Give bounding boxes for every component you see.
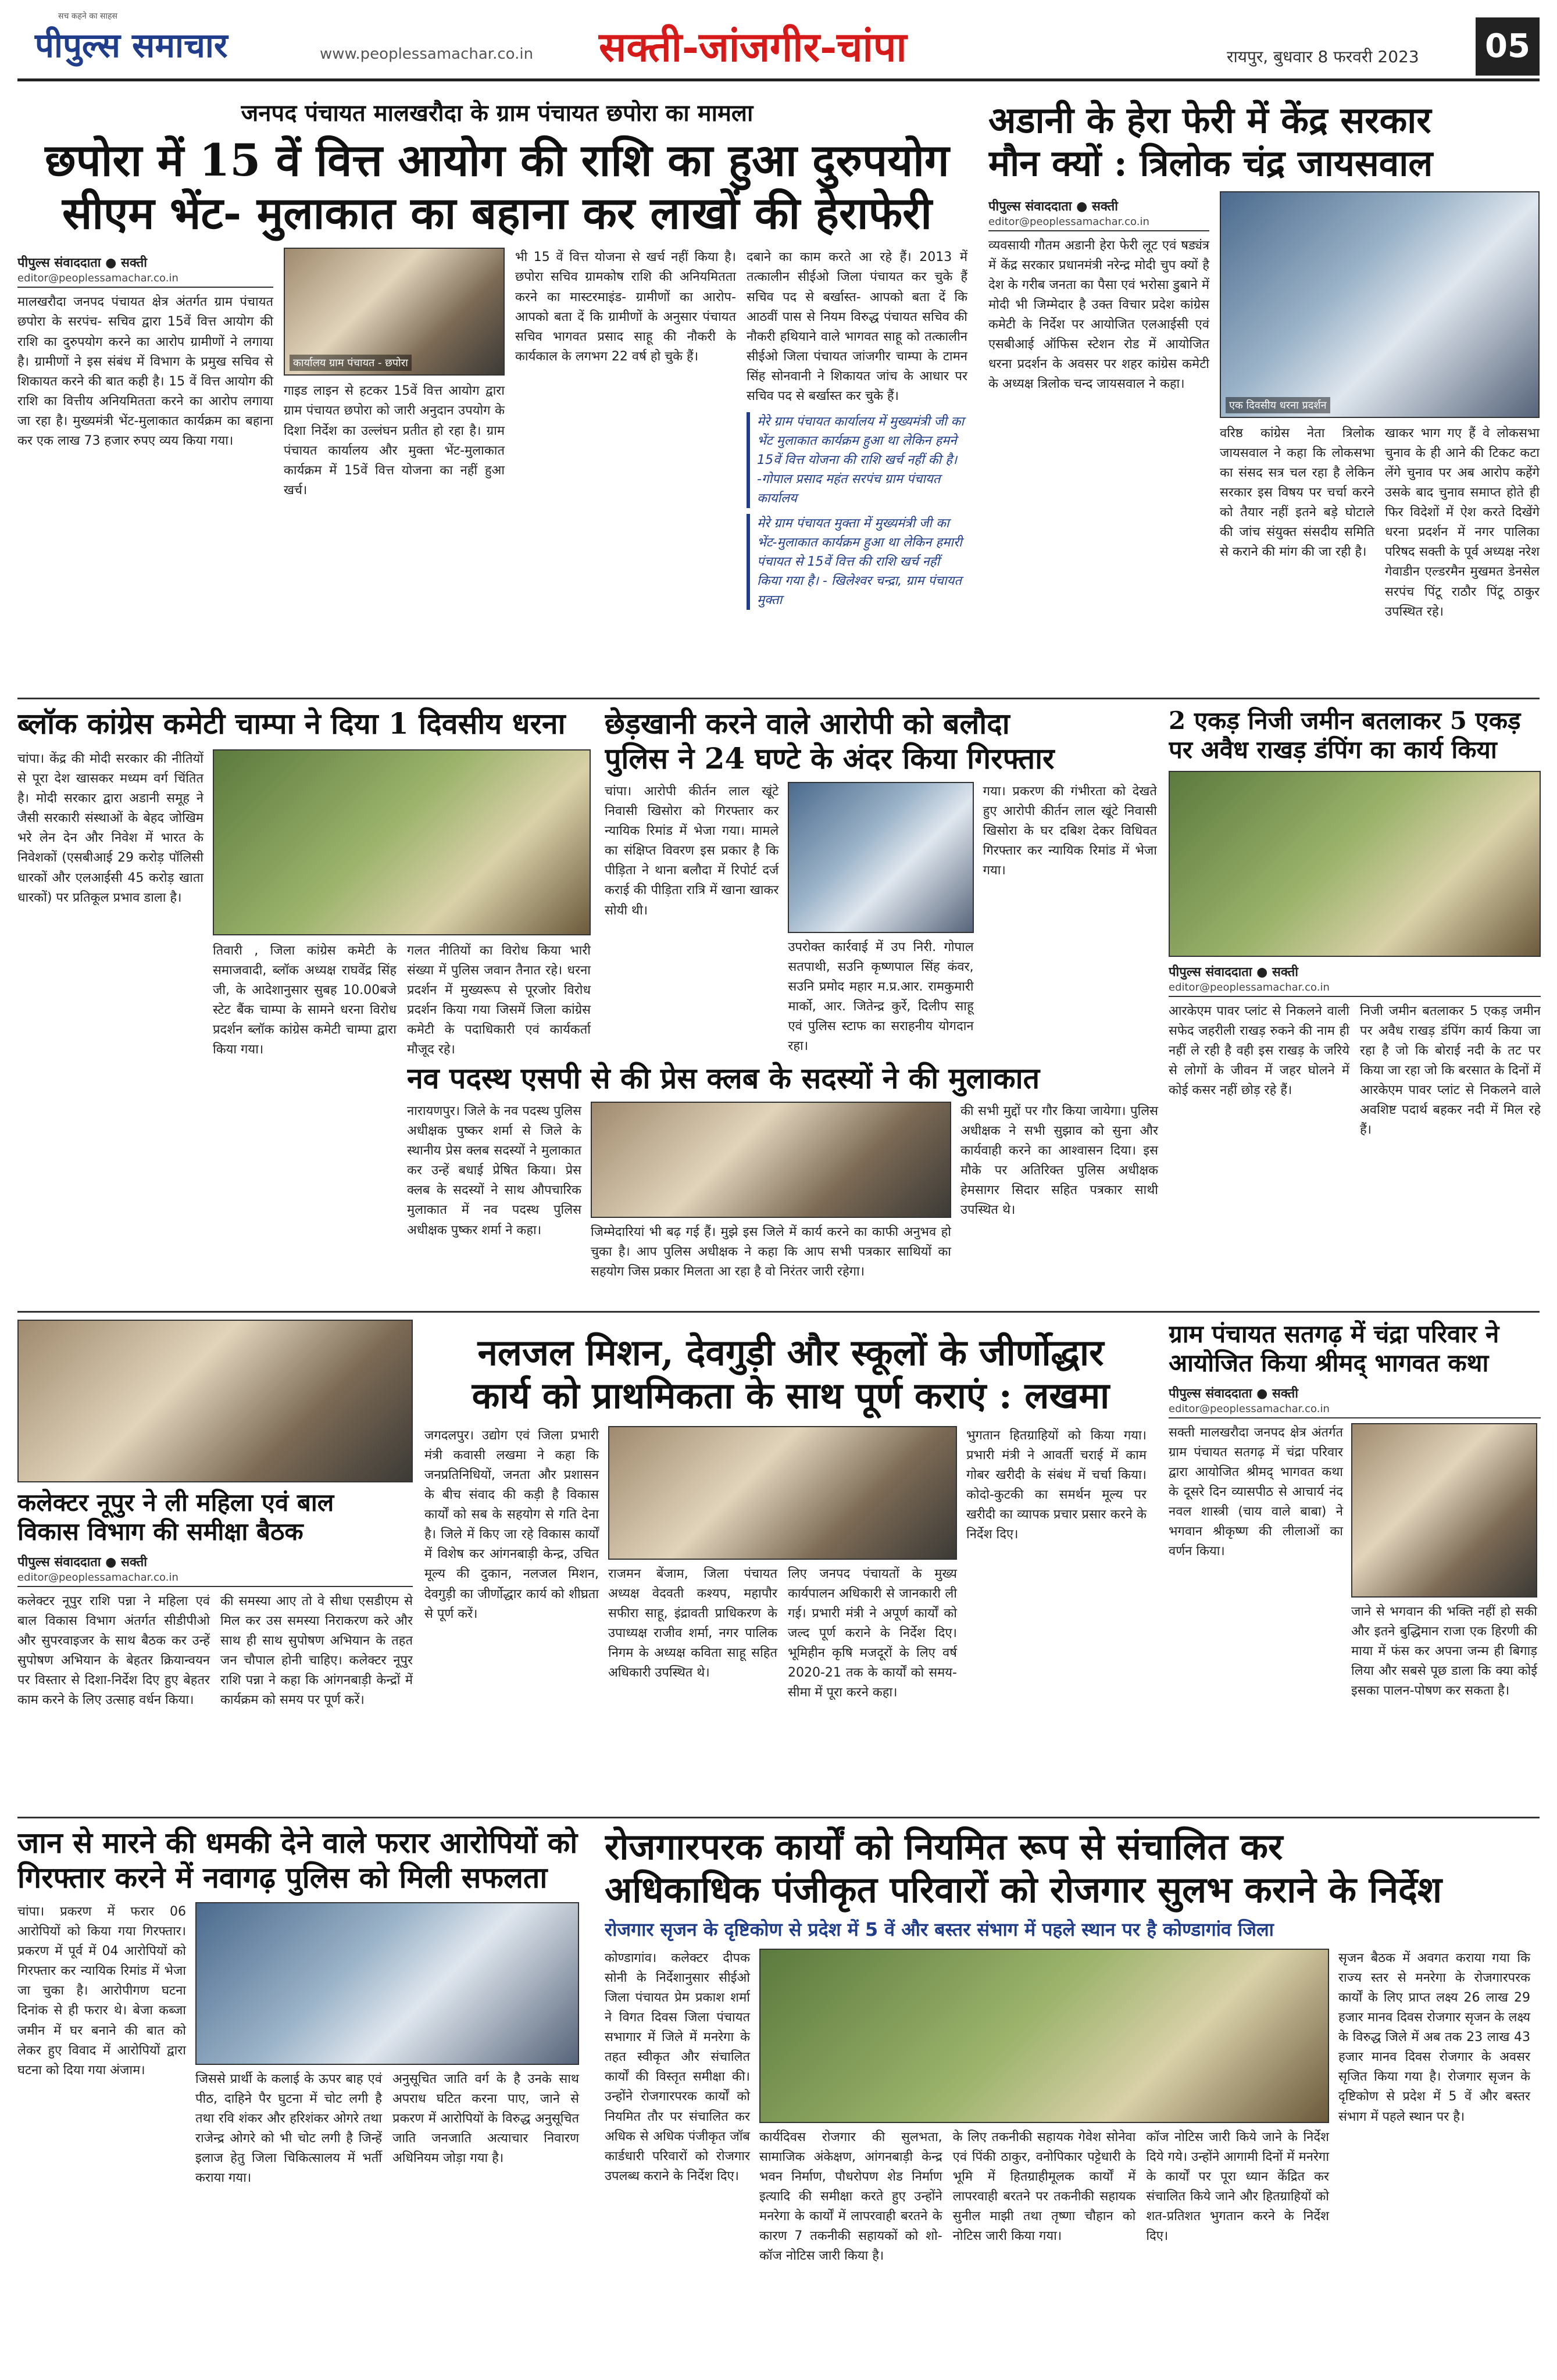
pull-quote: मेरे ग्राम पंचायत मुक्ता में मुख्यमंत्री जी का भेंट-मुलाकात कार्यक्रम हुआ था लेकिन हमारी पंचायत से 15वें वित्त की राशि खर्च नहीं किया गया है। - खिलेश्वर चन्द्रा, ग्राम पंचायत मुक्ता xyxy=(747,514,967,610)
dateline: रायपुर, बुधवार 8 फरवरी 2023 xyxy=(1227,47,1419,66)
story-subheadline: विकास विभाग की समीक्षा बैठक xyxy=(17,1517,303,1546)
story-headline[interactable]: छेड़खानी करने वाले आरोपी को बलौदा xyxy=(605,706,1010,741)
story-subhead: रोजगार सृजन के दृष्टिकोण से प्रदेश में 5 वें और बस्तर संभाग में पहले स्थान पर है कोण्डागांव जिला xyxy=(605,1918,1274,1941)
story-photo xyxy=(759,1949,1329,2123)
story-text: की समस्या आए तो वे सीधा एसडीएम से मिल कर उस समस्या निराकरण करे और साथ ही साथ सुपोषण अभियान के तहत जन चौपाल होनी चाहिए। कलेक्टर नूपुर राशि पन्ना ने कहा कि आंगनबाड़ी केन्द्रों में कार्यक्रम को समय पर पूर्ण करें। xyxy=(220,1593,413,1708)
story-headline[interactable]: नलजल मिशन, देवगुड़ी और स्कूलों के जीर्णोद्धार xyxy=(477,1331,1104,1374)
byline-email[interactable]: editor@peoplessamachar.co.in xyxy=(988,216,1209,231)
story-subheadline: मौन क्यों : त्रिलोक चंद्र जायसवाल xyxy=(988,142,1433,185)
story-text: जाने से भगवान की भक्ति नहीं हो सकी और इतने बुद्धिमान राजा एक हिरणी की माया में फंस कर अपना जन्म ही बिगाड़ लिया और सबसे पूछ डाला कि क्या कोई इसका पालन-पोषण कर सकता है। xyxy=(1351,1604,1537,1699)
masthead xyxy=(17,12,1540,81)
story-subheadline: आयोजित किया श्रीमद् भागवत कथा xyxy=(1169,1349,1489,1378)
story-headline[interactable]: रोजगारपरक कार्यों को नियमित रूप से संचालित कर xyxy=(605,1825,1283,1868)
story-text: अनुसूचित जाति वर्ग के है उनके साथ अपराध घटित करना पाए, जाने से प्रकरण में आरोपियों के विरुद्ध अनुसूचित जाति जनजाति अत्याचार निवारण अधिनियम जोड़ा गया है। xyxy=(392,2072,579,2166)
byline-email[interactable]: editor@peoplessamachar.co.in xyxy=(1169,981,1541,997)
story-text: कोण्डागांव। कलेक्टर दीपक सोनी के निर्देशानुसार सीईओ जिला पंचायत प्रेम प्रकाश शर्मा ने विगत दिवस जिला पंचायत सभागार में जिले में मनरेगा के तहत स्वीकृत और संचालित कार्यों की विस्तृत समीक्षा की। उन्होंने रोजगारपरक कार्यों को नियमित तौर पर संचालित कर अधिक से अधिक पंजीकृत जॉब कार्डधारी परिवारों को रोजगार उपलब्ध कराने के निर्देश दिए। xyxy=(605,1950,750,2184)
story-headline[interactable]: ग्राम पंचायत सतगढ़ में चंद्रा परिवार ने xyxy=(1169,1320,1499,1348)
story-photo xyxy=(17,1320,413,1482)
story-ash-dumping xyxy=(1169,706,1541,1305)
story-baloda-arrest xyxy=(605,706,1157,1055)
story-text: निजी जमीन बतलाकर 5 एकड़ जमीन पर अवैध राखड़ डंपिंग कार्य किया जा रहा है जो कि बोराई नदी के तट पर किया जा रहा जो कि बरसात के दिनों में आरकेएम पावर प्लांट से निकलने वाले अवशिष्ट पदार्थ बहकर नदी में मिल रहे हैं। xyxy=(1360,1003,1541,1138)
story-headline[interactable]: छपोरा में 15 वें वित्त आयोग की राशि का हुआ दुरुपयोग xyxy=(45,134,949,186)
story-photo xyxy=(1169,771,1541,957)
story-headline[interactable]: 2 एकड़ निजी जमीन बतलाकर 5 एकड़ xyxy=(1169,706,1521,735)
story-text: वरिष्ठ कांग्रेस नेता त्रिलोक जायसवाल ने कहा कि लोकसभा का संसद सत्र चल रहा है लेकिन सरकार इस विषय पर चर्चा करने को तैयार नहीं इतने बड़े घोटाले की जांच संयुक्त संसदीय समिति से कराने की मांग की जा रही है। xyxy=(1220,426,1374,560)
story-text: की सभी मुद्दों पर गौर किया जायेगा। पुलिस अधीक्षक ने सभी सुझाव को सुना और कार्यवाही करने का आश्वासन दिया। इस मौके पर अतिरिक्त पुलिस अधीक्षक हेमसागर सिदार सहित पत्रकार साथी उपस्थित थे। xyxy=(960,1104,1158,1218)
story-subheadline: गिरफ्तार करने में नवागढ़ पुलिस को मिली सफलता xyxy=(17,1860,548,1895)
story-photo xyxy=(213,749,591,935)
newspaper-brand xyxy=(35,12,228,67)
story-text: जिससे प्रार्थी के कलाई के ऊपर बाह एवं पीठ, दाहिने पैर घुटना में चोट लगी है तथा रवि शंकर और हरिशंकर ओगरे तथा राजेन्द्र ओगरे को भी चोट लगी है जिन्हें इलाज हेतु जिला चिकित्सालय में भर्ती कराया गया। xyxy=(195,2072,382,2186)
story-text: सक्ती मालखरौदा जनपद क्षेत्र अंतर्गत ग्राम पंचायत सतगढ़ में चंद्रा परिवार द्वारा आयोजित श्रीमद् भागवत कथा के दूसरे दिन व्यासपीठ से आचार्य नंद नवल शास्त्री (चाय वाले बाबा) ने भगवान श्रीकृष्ण की लीलाओं का वर्णन किया। xyxy=(1169,1425,1343,1559)
story-headline[interactable]: ब्लॉक कांग्रेस कमेटी चाम्पा ने दिया 1 दिवसीय धरना xyxy=(17,706,566,741)
story-text: भुगतान हितग्राहियों को किया गया। प्रभारी मंत्री ने आवर्ती चराई में काम गोबर खरीदी के संबंध में चर्चा किया। कोदो-कुटकी का समर्थन मूल्य पर खरीदी का व्यापक प्रचार प्रसार करने के निर्देश दिए। xyxy=(966,1428,1147,1542)
story-headline[interactable]: अडानी के हेरा फेरी में केंद्र सरकार xyxy=(988,99,1431,141)
story-subheadline: अधिकाधिक पंजीकृत परिवारों को रोजगार सुलभ कराने के निर्देश xyxy=(605,1868,1442,1911)
story-photo xyxy=(1220,191,1540,418)
story-lakhma xyxy=(424,1331,1157,1814)
story-text: आरकेएम पावर प्लांट से निकलने वाली सफेद जहरीली राखड़ रुकने की नाम ही नहीं ले रही है वही इस राखड़ के जरिये से लोगों के जीवन में जहर घोलने में कोई कसर नहीं छोड़ रहे हैं। xyxy=(1169,1003,1349,1098)
story-photo xyxy=(284,248,505,376)
story-subheadline: कार्य को प्राथमिकता के साथ पूर्ण कराएं : लखमा xyxy=(472,1374,1110,1417)
story-text: तिवारी , जिला कांग्रेस कमेटी के समाजवादी, ब्लॉक अध्यक्ष राघवेंद्र सिंह जी, के आदेशानुसार सुबह 10.00बजे स्टेट बैंक चाम्पा के सामने धरना विरोध प्रदर्शन ब्लॉक कांग्रेस कमेटी चाम्पा द्वारा किया गया। xyxy=(213,944,397,1057)
photo-caption: एक दिवसीय धरना प्रदर्शन xyxy=(1226,397,1330,413)
story-photo xyxy=(788,782,973,933)
story-text: राजमन बेंजाम, जिला पंचायत अध्यक्ष वेदवती कश्यप, महापौर सफीरा साहू, इंद्रावती प्राधिकरण के उपाध्यक्ष राजीव शर्मा, नगर पालिक निगम के अध्यक्ष कविता साहू सहित अधिकारी उपस्थित थे। xyxy=(608,1566,777,1681)
byline: पीपुल्स संवाददाता ● सक्ती xyxy=(988,199,1118,214)
story-subheadline: सीएम भेंट- मुलाकात का बहाना कर लाखों की हेराफेरी xyxy=(62,187,932,240)
story-kicker: जनपद पंचायत मालखरौदा के ग्राम पंचायत छपोरा का मामला xyxy=(241,100,753,127)
story-navagarh-police xyxy=(17,1825,593,2366)
story-text: लिए जनपद पंचायतों के मुख्य कार्यपालन अधिकारी से जानकारी ली गई। प्रभारी मंत्री ने अपूर्ण कार्यों को जल्द पूर्ण कराने के निर्देश दिए। भूमिहीन कृषि मजदूरों के लिए वर्ष 2020-21 तक के कार्यों को समय-सीमा में पूरा करने कहा। xyxy=(788,1566,957,1700)
story-text: व्यवसायी गौतम अडानी हेरा फेरी लूट एवं षड्यंत्र में केंद्र सरकार प्रधानमंत्री नरेन्द्र मोदी चुप क्यों है देश के गरीब जनता का पैसा एवं भरोसा डुबाने में मोदी भी जिम्मेदार है उक्त विचार प्रदेश कांग्रेस कमेटी के निर्देश पर आयोजित एलआईसी एवं एसबीआई ऑफिस स्टेशन रोड में आयोजित धरना प्रदर्शन के अवसर पर शहर कांग्रेस कमेटी के अध्यक्ष त्रिलोक चन्द जायसवाल ने कहा। xyxy=(988,238,1209,392)
story-text: चांपा। प्रकरण में फरार 06 आरोपियों को किया गया गिरफ्तार। प्रकरण में पूर्व में 04 आरोपियों को गिरफ्तार कर न्यायिक रिमांड में भेजा जा चुका है। आरोपीगण घटना दिनांक से ही फरार थे। बेजा कब्जा जमीन में घर बनाने की बात को लेकर हुए विवाद में आरोपियों द्वारा घटना को दिया गया अंजाम। xyxy=(17,1904,186,2078)
story-photo xyxy=(195,1902,579,2065)
section-title: सक्ती-जांजगीर-चांपा xyxy=(599,23,907,71)
story-headline[interactable]: कलेक्टर नूपुर ने ली महिला एवं बाल xyxy=(17,1488,334,1517)
story-bhagwat-katha xyxy=(1169,1320,1541,1814)
story-text: भी 15 वें वित्त योजना से खर्च नहीं किया है। छपोरा सचिव ग्रामकोष राशि की अनियमितता करने का मास्टरमाइंड- ग्रामीणों का आरोप- आपको बता दें कि ग्रामीणों के अनुसार पंचायत सचिव भागवत प्रसाद साहू की नौकरी के कार्यकाल के लगभग 22 वर्ष हो चुके हैं। xyxy=(515,250,736,364)
story-headline[interactable]: जान से मारने की धमकी देने वाले फरार आरोपियों को xyxy=(17,1825,578,1860)
story-subheadline: पुलिस ने 24 घण्टे के अंदर किया गिरफ्तार xyxy=(605,741,1055,776)
story-text: नारायणपुर। जिले के नव पदस्थ पुलिस अधीक्षक पुष्कर शर्मा से जिले के स्थानीय प्रेस क्लब सदस्यों ने मुलाकात कर उन्हें बधाई प्रेषित किया। प्रेस क्लब के सदस्यों ने साथ औपचारिक मुलाकात में नव पदस्थ पुलिस अधीक्षक पुष्कर शर्मा ने कहा। xyxy=(407,1104,581,1238)
photo-caption: कार्यालय ग्राम पंचायत - छपोरा xyxy=(290,355,412,371)
page-number: 05 xyxy=(1476,17,1540,76)
byline: पीपुल्स संवाददाता ● सक्ती xyxy=(17,1554,147,1570)
story-text: कॉज नोटिस जारी किये जाने के निर्देश दिये गये। उन्होंने आगामी दिनों में मनरेगा के कार्यों पर पूरा ध्यान केंद्रित कर संचालित किये जाने और हितग्राहियों को शत-प्रतिशत भुगतान करने के निर्देश दिए। xyxy=(1146,2129,1330,2244)
story-text: चांपा। आरोपी कीर्तन लाल खूंटे निवासी खिसोरा को गिरफ्तार कर न्यायिक रिमांड में भेजा गया। मामले का संक्षिप्त विवरण इस प्रकार है कि पीड़िता ने थाना बलौदा में रिपोर्ट दर्ज कराई की पीड़िता रात्रि में खाना खाकर सोयी थी। xyxy=(605,784,779,918)
story-photo xyxy=(608,1426,957,1560)
section-divider xyxy=(17,1311,1540,1313)
story-text: जगदलपुर। उद्योग एवं जिला प्रभारी मंत्री कवासी लखमा ने कहा कि जनप्रतिनिधियों, जनता और प्रशासन के बीच संवाद की कड़ी है विकास कार्यों को सब के सहयोग से गति देना है। जिले में किए जा रहे विकास कार्यों में विशेष कर आंगनबाड़ी केन्द्र, उचित मूल्य की दुकान, नलजल मिशन, देवगुड़ी का जीर्णोद्धार कार्य को शीघ्रता से पूर्ण करें। xyxy=(424,1428,599,1621)
story-text: दबाने का काम करते आ रहे हैं। 2013 में तत्कालीन सीईओ जिला पंचायत कर चुके हैं सचिव पद से बर्खास्त- आपको बता दें कि आठवीं पास से नियम विरुद्ध पंचायत सचिव की नौकरी हथियाने वाले भागवत साहू को तत्कालीन सीईओ जिला पंचायत जांजगीर चाम्पा के टामन सिंह सोनवानी ने शिकायत जांच के आधार पर सचिव पद से बर्खास्त कर चुके हैं। xyxy=(747,250,967,404)
story-text: कार्यदिवस रोजगार की सुलभता, सामाजिक अंकेक्षण, आंगनबाड़ी केन्द्र भवन निर्माण, पौधरोपण शेड निर्माण इत्यादि की समीक्षा करते हुए उन्होंने मनरेगा के कार्यों में लापरवाही बरतने के कारण 7 तकनीकी सहायकों को शो-कॉज नोटिस जारी किया है। xyxy=(759,2129,942,2264)
byline: पीपुल्स संवाददाता ● सक्ती xyxy=(1169,1386,1298,1401)
story-collector-review xyxy=(17,1320,413,1814)
brand-name: पीपुल्स समाचार xyxy=(35,26,228,65)
byline: पीपुल्स संवाददाता ● सक्ती xyxy=(1169,964,1298,980)
story-text: जिम्मेदारियां भी बढ़ गई हैं। मुझे इस जिले में कार्य करने का काफी अनुभव हो चुका है। आप पुलिस अधीक्षक ने कहा कि आप सभी पत्रकार साथियों का सहयोग जिस प्रकार मिलता आ रहा है वो निरंतर जारी रहेगा। xyxy=(591,1225,951,1280)
story-photo xyxy=(591,1102,951,1218)
section-divider xyxy=(17,1817,1540,1818)
story-text: गया। प्रकरण की गंभीरता को देखते हुए आरोपी कीर्तन लाल खूंटे निवासी खिसोरा के घर दबिश देकर विधिवत गिरफ्तार कर न्यायिक रिमांड में भेजा गया। xyxy=(983,784,1157,878)
story-subheadline: पर अवैध राखड़ डंपिंग का कार्य किया xyxy=(1169,735,1497,764)
section-divider xyxy=(17,698,1540,699)
byline: पीपुल्स संवाददाता ● सक्ती xyxy=(17,256,147,271)
story-chhapora xyxy=(17,99,977,692)
story-text: कलेक्टर नूपुर राशि पन्ना ने महिला एवं बाल विकास विभाग अंतर्गत सीडीपीओ और सुपरवाइजर के साथ बैठक कर उन्हें सुपोषण अभियान के बेहतर क्रियान्वयन पर विस्तार से दिशा-निर्देश दिए हुए बेहतर काम करने के लिए उत्साह वर्धन किया। xyxy=(17,1593,210,1708)
story-text: गाइड लाइन से हटकर 15वें वित्त आयोग द्वारा ग्राम पंचायत छपोरा को जारी अनुदान उपयोग के दिशा निर्देश का उल्लंघन प्रतीत हो रहा है। ग्राम पंचायत कार्यालय और मुक्ता भेंट-मुलाकात कार्यक्रम में 15वें वित्त योजना का नहीं हुआ खर्च। xyxy=(284,384,505,498)
brand-tagline: सच कहने का साहस xyxy=(58,12,118,21)
byline-email[interactable]: editor@peoplessamachar.co.in xyxy=(17,1571,413,1587)
story-text: खाकर भाग गए हैं वे लोकसभा चुनाव के ही आने की टिकट कटा लेंगे चुनाव पर अब आरोप कहेंगे उसके बाद चुनाव समाप्त होते ही फिर विदेशों में ऐश करते दिखेंगे धरना प्रदर्शन में नगर पालिका परिषद सक्ती के पूर्व अध्यक्ष नरेश गेवाडीन एल्डरमैन मुखमत डेनसेल सरपंच पिंटू राठौर पिंटू ठाकुर उपस्थित रहे। xyxy=(1385,426,1540,619)
byline-email[interactable]: editor@peoplessamachar.co.in xyxy=(1169,1403,1541,1418)
story-text: के लिए तकनीकी सहायक गेवेश सोनेवा एवं पिंकी ठाकुर, वनोपिकार पट्टेधारी के भूमि में हितग्राहीमूलक कार्यों में लापरवाही बरतने पर तकनीकी सहायक सुनील माझी तथा तृष्णा चौहान को नोटिस जारी किया गया। xyxy=(952,2129,1136,2244)
pull-quote: मेरे ग्राम पंचायत कार्यालय में मुख्यमंत्री जी का भेंट मुलाकात कार्यक्रम हुआ था लेकिन हमने 15वें वित्त योजना की राशि खर्च नहीं की है। -गोपाल प्रसाद महंत सरपंच ग्राम पंचायत कार्यालय xyxy=(747,412,967,508)
story-sp-press-club xyxy=(407,1061,1163,1305)
story-headline[interactable]: नव पदस्थ एसपी से की प्रेस क्लब के सदस्यों ने की मुलाकात xyxy=(407,1061,1040,1095)
byline-email[interactable]: editor@peoplessamachar.co.in xyxy=(17,272,273,288)
story-text: चांपा। केंद्र की मोदी सरकार की नीतियों से पूरा देश खासकर मध्यम वर्ग चिंतित है। मोदी सरकार द्वारा अडानी समूह ने जैसी सरकारी संस्थाओं के बेहद जोखिम भरे लेन देन और निवेश में भारत के निवेशकों (एसबीआई 29 करोड़ पॉलिसी धारकों और एलआईसी 45 करोड़ खाता धारकों) पर प्रतिकूल प्रभाव डाला है। xyxy=(17,752,203,905)
story-mnrega-kondagaon xyxy=(605,1825,1541,2366)
story-adani xyxy=(988,99,1541,692)
story-text: सृजन बैठक में अवगत कराया गया कि राज्य स्तर से मनरेगा के रोजगारपरक कार्यों के लिए प्राप्त लक्ष्य 26 लाख 29 हजार मानव दिवस रोजगार सृजन के लक्ष्य के विरुद्ध जिले में अब तक 23 लाख 43 हजार मानव दिवस रोजगार के अवसर सृजित किया गया है। रोजगार सृजन के दृष्टिकोण से प्रदेश में 5 वें और बस्तर संभाग में पहले स्थान पर है। xyxy=(1338,1950,1530,2124)
story-text: मालखरौदा जनपद पंचायत क्षेत्र अंतर्गत ग्राम पंचायत छपोरा के सरपंच- सचिव द्वारा 15वें वित्त आयोग की राशि का दुरुपयोग करने का आरोप ग्रामीणों ने लगाया है। ग्रामीणों ने इस संबंध में विभाग के प्रमुख सचिव से शिकायत करने की बात कही है। 15 वें वित्त आयोग की राशि का वित्तीय अनियमितता करने का आरोप लगाया जा रहा है। मुख्यमंत्री भेंट-मुलाकात कार्यक्रम का बहाना कर एक लाख 73 हजार रुपए व्यय किया गया। xyxy=(17,295,273,449)
website-link[interactable]: www.peoplessamachar.co.in xyxy=(320,45,534,63)
story-photo xyxy=(1351,1423,1537,1598)
story-text: गलत नीतियों का विरोध किया भारी संख्या में पुलिस जवान तैनात रहे। धरना प्रदर्शन में मुख्यरूप से पूरजोर विरोध प्रदर्शन किया गया जिसमें जिला कांग्रेस कमेटी के पदाधिकारी एवं कार्यकर्ता मौजूद रहे। xyxy=(407,944,591,1057)
story-text: उपरोक्त कार्रवाई में उप निरी. गोपाल सतपाथी, सउनि कृष्णपाल सिंह कंवर, सउनि प्रमोद महार म.प्र.आर. रामकुमारी मार्को, आर. जितेन्द्र कुर्रे, दिलीप साहू एवं पुलिस स्टाफ का सराहनीय योगदान रहा। xyxy=(788,940,974,1054)
